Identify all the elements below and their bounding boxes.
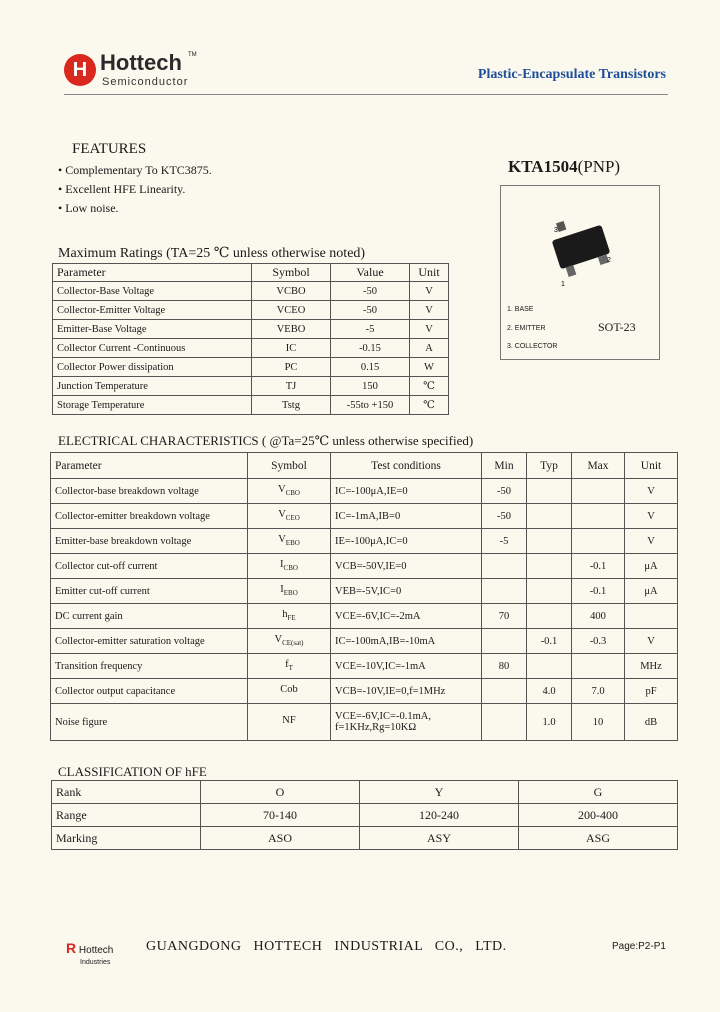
condition-text: VCB=-10V,IE=0,f=1MHz — [335, 685, 446, 697]
pin-label: 3. COLLECTOR — [507, 343, 558, 350]
symbol-subscript: T — [288, 664, 293, 673]
footer-logo-icon: R — [66, 940, 77, 956]
conditions-cell — [331, 629, 482, 654]
min-cell — [482, 554, 527, 579]
table-row — [51, 604, 678, 629]
symbol-cell — [248, 579, 331, 604]
conditions-cell — [331, 604, 482, 629]
pin-label: 1. BASE — [507, 306, 534, 313]
pin-label: 2. EMITTER — [507, 325, 546, 332]
footer-company: GUANGDONG HOTTECH INDUSTRIAL CO., LTD. — [146, 939, 507, 954]
table-cell: -50 — [331, 301, 410, 320]
table-row — [52, 781, 678, 804]
typ-cell — [527, 479, 572, 504]
table-cell: 150 — [331, 377, 410, 396]
symbol-subscript: EBO — [283, 589, 298, 598]
table-cell: PC — [252, 358, 331, 377]
unit-cell: MHz — [625, 654, 678, 679]
unit-cell: μA — [625, 579, 678, 604]
typ-cell: -0.1 — [527, 629, 572, 654]
column-header: Typ — [527, 453, 572, 479]
conditions-cell — [331, 554, 482, 579]
typ-cell — [527, 654, 572, 679]
min-cell — [482, 679, 527, 704]
unit-cell: dB — [625, 704, 678, 741]
table-cell: 0.15 — [331, 358, 410, 377]
parameter-cell: Collector-emitter saturation voltage — [51, 629, 248, 654]
table-row — [51, 504, 678, 529]
symbol-subscript: CBO — [285, 489, 300, 498]
table-cell: V — [410, 301, 449, 320]
table-cell: VEBO — [252, 320, 331, 339]
max-cell — [572, 479, 625, 504]
column-header: Parameter — [53, 264, 252, 282]
brand-name: Hottech — [100, 50, 182, 75]
header-divider — [64, 94, 668, 95]
table-row — [51, 529, 678, 554]
footer-logo-text: Hottech — [78, 945, 114, 956]
part-title — [508, 157, 620, 177]
table-cell: -0.15 — [331, 339, 410, 358]
min-cell: 70 — [482, 604, 527, 629]
max-cell: 7.0 — [572, 679, 625, 704]
symbol-text: I — [280, 559, 284, 571]
symbol-cell — [248, 529, 331, 554]
part-number: KTA1504 — [508, 157, 578, 176]
conditions-cell — [331, 654, 482, 679]
condition-text: IC=-1mA,IB=0 — [335, 510, 401, 522]
symbol-subscript: EBO — [285, 539, 300, 548]
package-name: SOT-23 — [598, 320, 636, 334]
table-cell: Junction Temperature — [53, 377, 252, 396]
max-cell — [572, 529, 625, 554]
typ-cell — [527, 554, 572, 579]
table-cell: VCBO — [252, 282, 331, 301]
max-cell — [572, 654, 625, 679]
symbol-text: h — [282, 609, 288, 621]
table-row — [53, 320, 449, 339]
symbol-cell — [248, 654, 331, 679]
table-row — [51, 704, 678, 741]
table-cell: Emitter-Base Voltage — [53, 320, 252, 339]
table-cell: ASG — [519, 827, 678, 850]
table-cell: Tstg — [252, 396, 331, 415]
parameter-cell: Emitter cut-off current — [51, 579, 248, 604]
column-header: Symbol — [248, 453, 331, 479]
parameter-cell: Noise figure — [51, 704, 248, 741]
symbol-cell — [248, 604, 331, 629]
table-cell: IC — [252, 339, 331, 358]
table-row — [51, 679, 678, 704]
table-row — [51, 629, 678, 654]
condition-text: IC=-100mA,IB=-10mA — [335, 635, 436, 647]
min-cell: -50 — [482, 479, 527, 504]
parameter-cell: Collector cut-off current — [51, 554, 248, 579]
table-cell: ASY — [360, 827, 519, 850]
max-cell: -0.3 — [572, 629, 625, 654]
table-cell: VCEO — [252, 301, 331, 320]
table-cell: 70-140 — [201, 804, 360, 827]
column-header: Value — [331, 264, 410, 282]
max-cell: 400 — [572, 604, 625, 629]
conditions-cell — [331, 504, 482, 529]
parameter-cell: Collector-base breakdown voltage — [51, 479, 248, 504]
classification-table — [51, 780, 678, 850]
min-cell — [482, 629, 527, 654]
table-cell: ASO — [201, 827, 360, 850]
table-row — [53, 396, 449, 415]
feature-item: • Low noise. — [58, 199, 212, 218]
condition-text: IE=-100μA,IC=0 — [335, 535, 408, 547]
brand-tm: TM — [188, 52, 197, 58]
typ-cell — [527, 579, 572, 604]
symbol-cell — [248, 704, 331, 741]
symbol-subscript: CBO — [283, 564, 298, 573]
min-cell — [482, 579, 527, 604]
symbol-text: NF — [282, 715, 296, 727]
table-cell: V — [410, 320, 449, 339]
table-cell: TJ — [252, 377, 331, 396]
table-header-row — [53, 264, 449, 282]
parameter-cell: Transition frequency — [51, 654, 248, 679]
symbol-text: V — [274, 634, 283, 646]
unit-cell — [625, 604, 678, 629]
condition-text: IC=-100μA,IE=0 — [335, 485, 408, 497]
unit-cell: V — [625, 479, 678, 504]
max-ratings-title: Maximum Ratings (TA=25 ℃ unless otherwise noted) — [58, 246, 366, 261]
parameter-cell: DC current gain — [51, 604, 248, 629]
unit-cell: pF — [625, 679, 678, 704]
unit-cell: V — [625, 529, 678, 554]
unit-cell: V — [625, 629, 678, 654]
table-cell: Collector-Emitter Voltage — [53, 301, 252, 320]
brand-subtitle: Semiconductor — [102, 76, 189, 88]
table-row — [51, 479, 678, 504]
pin-number: 2 — [607, 257, 611, 264]
parameter-cell: Collector-emitter breakdown voltage — [51, 504, 248, 529]
table-cell: W — [410, 358, 449, 377]
conditions-cell — [331, 479, 482, 504]
symbol-text: I — [280, 584, 284, 596]
part-type: (PNP) — [577, 157, 621, 176]
symbol-text: V — [278, 484, 286, 496]
symbol-cell — [248, 554, 331, 579]
table-cell: G — [519, 781, 678, 804]
brand-logo-icon: H — [64, 54, 96, 86]
typ-cell — [527, 504, 572, 529]
table-cell: V — [410, 282, 449, 301]
table-row — [51, 579, 678, 604]
table-cell: Range — [52, 804, 201, 827]
condition-text: f=1KHz,Rg=10KΩ — [335, 722, 417, 733]
condition-text: VCB=-50V,IE=0 — [335, 560, 407, 572]
features-list — [58, 161, 212, 218]
column-header: Unit — [625, 453, 678, 479]
table-row — [51, 654, 678, 679]
conditions-cell — [331, 679, 482, 704]
table-cell: ℃ — [410, 396, 449, 415]
condition-text: VCE=-6V,IC=-2mA — [335, 610, 421, 622]
feature-item: • Excellent HFE Linearity. — [58, 180, 212, 199]
page-number: Page:P2-P1 — [612, 941, 666, 952]
feature-item: • Complementary To KTC3875. — [58, 161, 212, 180]
table-cell: O — [201, 781, 360, 804]
symbol-cell — [248, 679, 331, 704]
table-cell: Marking — [52, 827, 201, 850]
min-cell — [482, 704, 527, 741]
table-row — [52, 827, 678, 850]
column-header: Test conditions — [331, 453, 482, 479]
typ-cell — [527, 529, 572, 554]
features-title: FEATURES — [72, 141, 147, 157]
footer-logo — [66, 940, 113, 967]
symbol-subscript: CE(sat) — [282, 639, 304, 648]
table-row — [52, 804, 678, 827]
table-cell: Collector-Base Voltage — [53, 282, 252, 301]
table-row — [53, 339, 449, 358]
min-cell: -5 — [482, 529, 527, 554]
electrical-table — [50, 452, 678, 741]
symbol-subscript: CEO — [285, 514, 300, 523]
table-row — [51, 554, 678, 579]
min-cell: 80 — [482, 654, 527, 679]
classification-title: CLASSIFICATION OF hFE — [58, 764, 207, 779]
max-cell: -0.1 — [572, 579, 625, 604]
package-box — [500, 185, 660, 360]
max-cell — [572, 504, 625, 529]
unit-cell: μA — [625, 554, 678, 579]
table-cell: Storage Temperature — [53, 396, 252, 415]
table-row — [53, 282, 449, 301]
table-cell: 120-240 — [360, 804, 519, 827]
table-row — [53, 377, 449, 396]
condition-text: VEB=-5V,IC=0 — [335, 585, 402, 597]
max-cell: 10 — [572, 704, 625, 741]
max-ratings-table — [52, 263, 449, 415]
document-category: Plastic-Encapsulate Transistors — [477, 67, 666, 82]
column-header: Parameter — [51, 453, 248, 479]
table-cell: Collector Power dissipation — [53, 358, 252, 377]
typ-cell: 1.0 — [527, 704, 572, 741]
symbol-text: V — [278, 534, 286, 546]
column-header: Max — [572, 453, 625, 479]
typ-cell: 4.0 — [527, 679, 572, 704]
table-row — [53, 301, 449, 320]
table-header-row — [51, 453, 678, 479]
column-header: Min — [482, 453, 527, 479]
symbol-text: f — [285, 659, 289, 671]
table-cell: Y — [360, 781, 519, 804]
table-cell: -5 — [331, 320, 410, 339]
pin-number: 1 — [561, 281, 565, 288]
table-row — [53, 358, 449, 377]
symbol-text: V — [278, 509, 286, 521]
condition-text: VCE=-10V,IC=-1mA — [335, 660, 426, 672]
table-cell: 200-400 — [519, 804, 678, 827]
table-cell: ℃ — [410, 377, 449, 396]
table-cell: A — [410, 339, 449, 358]
symbol-cell — [248, 479, 331, 504]
column-header: Unit — [410, 264, 449, 282]
symbol-cell — [248, 629, 331, 654]
pin-number: 3 — [554, 227, 558, 234]
max-cell: -0.1 — [572, 554, 625, 579]
table-cell: -50 — [331, 282, 410, 301]
column-header: Symbol — [252, 264, 331, 282]
table-cell: Collector Current -Continuous — [53, 339, 252, 358]
footer-logo-sub: Industries — [80, 959, 111, 966]
parameter-cell: Emitter-base breakdown voltage — [51, 529, 248, 554]
symbol-subscript: FE — [287, 614, 296, 623]
min-cell: -50 — [482, 504, 527, 529]
conditions-cell — [331, 529, 482, 554]
parameter-cell: Collector output capacitance — [51, 679, 248, 704]
table-cell: -55to +150 — [331, 396, 410, 415]
sot23-package-icon — [501, 206, 659, 316]
conditions-cell — [331, 579, 482, 604]
symbol-cell — [248, 504, 331, 529]
symbol-text: Cob — [280, 684, 298, 696]
electrical-title: ELECTRICAL CHARACTERISTICS ( @Ta=25℃ unless otherwise specified) — [58, 433, 474, 448]
unit-cell: V — [625, 504, 678, 529]
table-cell: Rank — [52, 781, 201, 804]
condition-text: VCE=-6V,IC=-0.1mA, — [335, 711, 431, 722]
conditions-cell — [331, 704, 482, 741]
typ-cell — [527, 604, 572, 629]
